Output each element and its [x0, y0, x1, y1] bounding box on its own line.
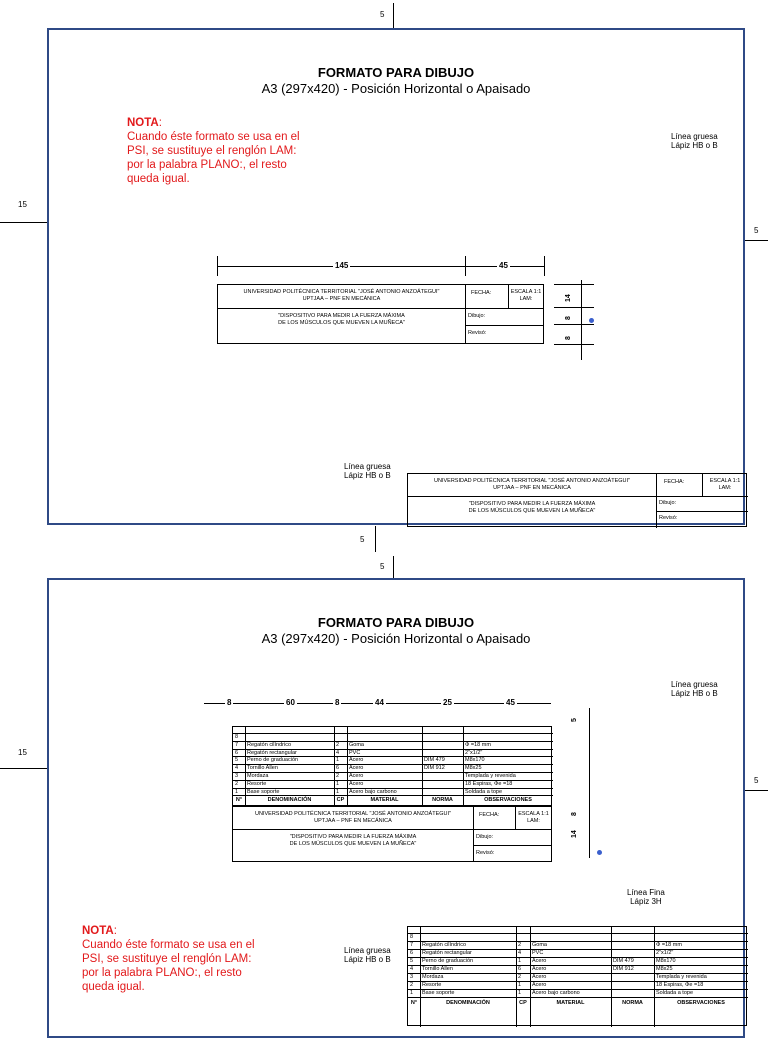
line-note-thick-2: Línea gruesa Lápiz HB o B	[344, 462, 391, 480]
bom-cell: 2	[518, 974, 522, 980]
sheet-title-2: FORMATO PARA DIBUJO	[317, 615, 475, 630]
margin-left-1: 15	[18, 200, 27, 209]
dim-label-8b: 8	[565, 336, 572, 340]
bom-cell: Base soporte	[247, 788, 280, 795]
bom-cell: PVC	[532, 950, 544, 956]
drawing-sheet-1	[47, 28, 745, 525]
bom-cell: 4	[336, 749, 340, 756]
bom-cell: 3	[235, 773, 239, 779]
bom-cell: 4	[410, 966, 414, 972]
bom-cell: 4	[518, 950, 522, 956]
margin-top-2: 5	[380, 562, 385, 571]
bom-cell: Regatón rectangular	[247, 749, 297, 756]
bom-cell: Regatón cilíndrico	[422, 942, 467, 948]
bom-cell: Goma	[349, 741, 364, 748]
bom-cell: 1	[336, 780, 340, 787]
bom-table: 8 7 Regatón cilíndrico 2 Goma Φ =18 mm 6 Regatón rectangular 4 PVC 2"x1/2" 5 Perno de graduación 1 Acero DIM 479 M8x170 4 Tornillo Allen 6 Acero DIM 912 M8x25 3 Mordaza 2 Acero Templada y revenida 2 Resorte 1 Acero 18 Espiras, Φe =18 1 Base soporte 1 Acero bajo carbono Soldada a tope N° DENOMINACIÓN CP MATERIAL NORMA OBSERVACIONES	[232, 726, 552, 806]
bom-cell: 1	[336, 757, 340, 764]
bom-cell: M8x25	[656, 966, 673, 972]
bom-cell: 6	[235, 749, 239, 756]
bom-cell: 18 Espiras, Φe =18	[465, 780, 513, 787]
title-block-frame: UNIVERSIDAD POLITÉCNICA TERRITORIAL "JOSÉ ANTONIO ANZOÁTEGUI" UPTJAA – PNF EN MECÁNICA "DISPOSITIVO PARA MEDIR LA FUERZA MÁXIMA DE LOS MÚSCULOS QUE MUEVEN LA MUÑECA" FECHA: ESCALA 1:1 LAM: Dibujo: Revisó:	[407, 473, 747, 527]
bom-cell: Φ =18 mm	[465, 741, 491, 748]
bom-cell: DIM 912	[613, 966, 634, 972]
bom-cell: M8x170	[465, 757, 485, 764]
bom-cell: 5	[235, 757, 239, 764]
bom-table-frame: 8 7 Regatón cilíndrico 2 Goma Φ =18 mm 6 Regatón rectangular 4 PVC 2"x1/2" 5 Perno de graduación 1 Acero DIM 479 M8x170 4 Tornillo Allen 6 Acero DIM 912 M8x25 3 Mordaza 2 Acero Templada y revenida 2 Resorte 1 Acero 18 Espiras, Φe =18 1 Base soporte 1 Acero bajo carbono Soldada a tope N° DENOMINACIÓN CP MATERIAL NORMA OBSERVACIONES	[407, 926, 747, 1026]
bom-cell: Acero	[349, 765, 364, 772]
bom-cell: Acero	[532, 974, 547, 980]
bom-cell: 1	[410, 990, 414, 996]
sheet-subtitle: A3 (297x420) - Posición Horizontal o Apaisado	[261, 81, 531, 96]
bom-cell: 4	[235, 765, 239, 772]
title-block: UNIVERSIDAD POLITÉCNICA TERRITORIAL "JOSÉ ANTONIO ANZOÁTEGUI" UPTJAA – PNF EN MECÁNICA "DISPOSITIVO PARA MEDIR LA FUERZA MÁXIMA DE LOS MÚSCULOS QUE MUEVEN LA MUÑECA" FECHA: ESCALA 1:1 LAM: Dibujo: Revisó:	[217, 284, 544, 344]
bom-cell: 3	[410, 974, 414, 980]
bom-cell: Acero	[349, 773, 364, 779]
bom-cell: 1	[336, 788, 340, 795]
margin-top-1: 5	[380, 10, 385, 19]
bom-cell: 1	[518, 990, 522, 996]
bom-cell: Acero bajo carbono	[532, 990, 580, 996]
line-note-thick-3: Línea gruesa Lápiz HB o B	[671, 680, 718, 698]
bom-cell: Resorte	[422, 982, 442, 988]
bom-cell: 6	[410, 950, 414, 956]
dim-label-45: 45	[499, 261, 508, 270]
bom-cell: Soldada a tope	[465, 788, 503, 795]
dim-label-8a: 8	[565, 316, 572, 320]
bom-cell: Templada y revenida	[656, 974, 707, 980]
bom-cell: Regatón rectangular	[422, 950, 472, 956]
bom-cell: 2"x1/2"	[465, 749, 483, 756]
bom-cell: 7	[235, 741, 239, 748]
bom-cell: Mordaza	[247, 773, 269, 779]
bom-cell: Tornillo Allen	[422, 966, 453, 972]
dim-label-14: 14	[565, 294, 572, 302]
bom-cell: M8x25	[465, 765, 482, 772]
bom-cell: Acero	[532, 982, 547, 988]
bom-cell: Tornillo Allen	[247, 765, 278, 772]
margin-right-1: 5	[754, 226, 759, 235]
bom-cell: 2	[518, 942, 522, 948]
bom-cell: Φ =18 mm	[656, 942, 682, 948]
bom-cell: PVC	[349, 749, 361, 756]
margin-bottom-1: 5	[360, 535, 365, 544]
bom-cell: 6	[518, 966, 522, 972]
bom-cell: Acero	[349, 757, 364, 764]
nota-label: NOTA	[127, 117, 159, 129]
sheet-title: FORMATO PARA DIBUJO	[317, 65, 475, 80]
bom-cell: 6	[336, 765, 340, 772]
bom-cell: 5	[410, 958, 414, 964]
bom-cell: 8	[410, 934, 414, 940]
bom-cell: Soldada a tope	[656, 990, 694, 996]
drawing-sheet-2: FORMATO PARA DIBUJO A3 (297x420) - Posición Horizontal o Apaisado Línea gruesa Lápiz HB o B 8 60 8 44 25 45 8 7 Regatón cilíndrico 2 Goma Φ =18 mm 6 Regatón rectangular 4 PVC 2"x1/2" 5 Perno de graduación 1 Acero DIM 479 M8x170 4 Tornillo Allen 6 Acero DIM 912 M8x25 3 Mordaza 2 Acero Templada y revenida 2 Resorte 1 Acero 18 Espiras, Φe =18 1 Base soporte 1 Acero bajo carbono Soldada a tope N° DENOMINACIÓN CP MATERIAL NORMA OBSERVACIONES UNIVERSIDAD POLITÉCNICA TERRITORIAL "JOSÉ ANTONIO ANZOÁTEGUI" UPTJAA – PNF EN MECÁNICA "DISPOSITIVO PARA MEDIR LA FUERZA MÁXIMA DE LOS MÚSCULOS QUE MUEVEN LA MUÑECA" FECHA: ESCALA 1:1 LAM: Dibujo: Revisó: 5 8 14 Línea Fina Lápiz 3H NOTA: Cuando éste formato se usa en el PSI, se sustituye el renglón LAM: por la palabra PLANO:, el resto queda igual. Línea gruesa Lápiz HB o B 8 7 Regatón cilíndrico 2 Goma Φ =18 mm 6 Regatón rectangular 4 PVC 2"x1/2" 5 Perno de graduación 1 Acero DIM 479 M8x170 4 Tornillo Allen 6 Acero DIM 912 M8x25 3 Mordaza 2 Acero Templada y revenida 2 Resorte 1 Acero 18 Espiras, Φe =18 1 Base soporte 1 Acero bajo carbono Soldada a tope N° DENOMINACIÓN CP MATERIAL NORMA OBSERVACIONES	[47, 578, 745, 1038]
bom-cell: M8x170	[656, 958, 676, 964]
bom-cell: Perno de graduación	[422, 958, 474, 964]
bom-cell: Goma	[532, 942, 547, 948]
sheet-subtitle-2: A3 (297x420) - Posición Horizontal o Apaisado	[261, 631, 531, 646]
bom-cell: Resorte	[247, 780, 267, 787]
line-note-thin: Línea Fina Lápiz 3H	[627, 888, 665, 906]
bom-cell: Base soporte	[422, 990, 455, 996]
bom-cell: 1	[518, 982, 522, 988]
bom-cell: Acero bajo carbono	[349, 788, 397, 795]
line-note-thick-4: Línea gruesa Lápiz HB o B	[344, 946, 391, 964]
bom-cell: Acero	[532, 966, 547, 972]
bom-cell: 2	[235, 780, 239, 787]
bom-cell: 1	[518, 958, 522, 964]
line-note-thick: Línea gruesa Lápiz HB o B	[671, 132, 718, 150]
bom-cell: Perno de graduación	[247, 757, 299, 764]
bom-cell: 18 Espiras, Φe =18	[656, 982, 704, 988]
bom-cell: Acero	[349, 780, 364, 787]
bom-cell: 7	[410, 942, 414, 948]
dim-label-145: 145	[335, 261, 349, 270]
bom-cell: Regatón cilíndrico	[247, 741, 292, 748]
bom-cell: 1	[235, 788, 239, 795]
bom-cell: DIM 912	[424, 765, 445, 772]
bom-cell: 2"x1/2"	[656, 950, 674, 956]
blue-marker	[589, 318, 594, 323]
bom-cell: Templada y revenida	[465, 773, 516, 779]
margin-right-2: 5	[754, 776, 759, 785]
bom-cell: 2	[336, 741, 340, 748]
margin-left-2: 15	[18, 748, 27, 757]
bom-cell: 2	[336, 773, 340, 779]
bom-cell: Mordaza	[422, 974, 444, 980]
nota-text-2: NOTA: Cuando éste formato se usa en el PSI, se sustituye el renglón LAM: por la palabra PLANO:, el resto queda igual.	[82, 925, 255, 993]
bom-cell: 8	[235, 734, 239, 740]
bom-cell: DIM 479	[613, 958, 634, 964]
bom-cell: DIM 479	[424, 757, 445, 764]
title-block-2: UNIVERSIDAD POLITÉCNICA TERRITORIAL "JOSÉ ANTONIO ANZOÁTEGUI" UPTJAA – PNF EN MECÁNICA "DISPOSITIVO PARA MEDIR LA FUERZA MÁXIMA DE LOS MÚSCULOS QUE MUEVEN LA MUÑECA" FECHA: ESCALA 1:1 LAM: Dibujo: Revisó:	[232, 806, 552, 862]
nota-text: NOTA: Cuando éste formato se usa en el PSI, se sustituye el renglón LAM: por la palabra PLANO:, el resto queda igual.	[127, 117, 300, 185]
bom-cell: 2	[410, 982, 414, 988]
bom-cell: Acero	[532, 958, 547, 964]
